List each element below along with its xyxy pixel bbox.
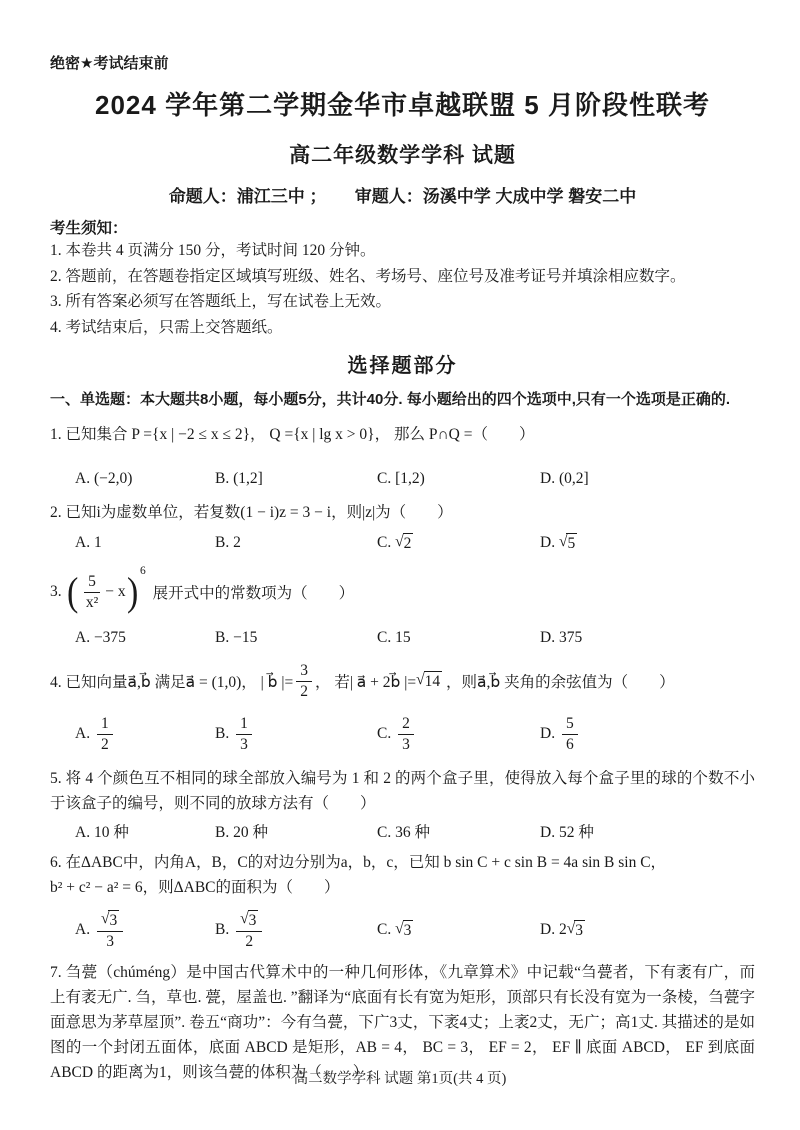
question-2-stem: 2. 已知i为虚数单位，若复数(1 − i)z = 3 − i，则|z|为（ ） [50,504,453,521]
sqrt-expression: √ 2 [395,532,412,552]
sqrt-expression: √ 3 [240,909,257,929]
option-c: C. $\frac{2}{3}$ [377,710,417,758]
question-3-stem [50,564,755,620]
question-3-options [50,626,755,650]
option-c [377,530,413,556]
question-4-stem [50,658,755,704]
option-b: B. 2 [215,534,241,551]
question-2-options [50,530,755,556]
question-5-stem: 5. 将 4 个颜色互不相同的球全部放入编号为 1 和 2 的两个盒子里，使得放入每个盒子里的球的个数不小于该盒子的编号，则不同的放球方法有（ ） [50,770,755,812]
notice-item-2: 2. 答题前，在答题卷指定区域填写班级、姓名、考场号、座位号及准考证号并填涂相应数字。 [50,267,686,285]
option-c: C. [1,2) [377,470,425,487]
option-c: C. 15 [377,629,411,646]
setters-reviewers-line: 命题人：浦江三中 ； 审题人：汤溪中学 大成中学 磐安二中 [168,187,637,206]
sqrt-expression: √ 5 [558,532,576,552]
option-a: A. 1 [75,534,102,551]
stem-text: 4. 已知向量a⃗,b⃗ 满足a⃗ = (1,0)， | b⃗ |= [50,674,294,691]
option-d [540,530,577,556]
stem-text: 展开式中的常数项为（ ） [148,585,355,602]
question-4-options [50,710,755,758]
stem-text: ，则a⃗,b⃗ 夹角的余弦值为（ ） [442,674,675,691]
question-1-options [50,467,755,491]
option-a: A. 10 种 [75,824,129,841]
option-c: C. 36 种 [377,824,430,841]
option-b: B. 20 种 [215,824,268,841]
option-d: D. $\frac{5}{6}$ [540,710,581,758]
sqrt-expression: √ 3 [566,919,583,939]
option-a: A. √ 3 3 [75,906,126,954]
question-number: 3. [50,583,66,600]
question-1-stem: 1. 已知集合 P ={x | −2 ≤ x ≤ 2}， Q ={x | lg x > 0}， 那么 P∩Q =（ ） [50,426,535,443]
notice-item-4: 4. 考试结束后，只需上交答题纸。 [50,318,283,336]
section-title: 选择题部分 [347,355,458,377]
option-b: B. $\frac{1}{3}$ [215,710,255,758]
option-a: A. $\frac{1}{2}$ [75,710,116,758]
fraction: $\frac{3}{2}$ [296,662,312,700]
section-instruction: 一、单选题：本大题共8小题，每小题5分，共计40分. 每小题给出的四个选项中,只有一个选项是正确的. [50,391,731,408]
notice-item-3: 3. 所有答案必须写在答题纸上，写在试卷上无效。 [50,293,392,310]
question-6-stem-line2: b² + c² − a² = 6，则ΔABC的面积为（ ） [50,879,340,896]
option-d: D. 2 √ 3 [540,919,583,939]
option-c: C. √ 3 [377,919,412,939]
secret-label: 绝密★考试结束前 [50,55,169,72]
big-right-paren: ) [126,569,138,614]
exponent: 6 [139,565,146,577]
expression-middle: − x [105,583,126,600]
sqrt-expression: √ 3 [100,909,118,929]
option-d: D. 52 种 [540,824,594,841]
option-b: B. −15 [215,629,258,646]
page-footer: 高二数学学科 试题 第1页(共 4 页) [293,1071,507,1087]
option-a: A. (−2,0) [75,470,133,487]
exam-subtitle: 高二年级数学学科 试题 [289,144,516,167]
fraction: $\frac{1}{2}$ [97,715,113,753]
question-7-stem: 7. 刍甍（chúméng）是中国古代算术中的一种几何形体，《九章算术》中记载“刍甍者，下有袤有广，而上有袤无广. 刍，草也. 甍，屋盖也. ”翻译为“底面有长有宽为矩形，顶部只有长没有宽为一条棱，刍甍字面意思为茅草屋顶”. 卷五“商功”：今有刍甍，下广3丈，下袤4丈；上袤2丈，无广；高1丈. 其描述的是如图的一个封闭五面体，底面 ABCD 是矩形，AB = 4， BC = 3， EF = 2， EF ∥ 底面 ABCD， EF 到底面 ABCD 的距离为1，则该刍甍的体积为（ ） [50,964,755,1081]
question-6-options [50,906,755,954]
option-b: B. √ 3 2 [215,906,265,954]
option-a: A. −375 [75,629,126,646]
stem-text: ， 若| a⃗ + 2b⃗ |= [314,674,417,691]
fraction: $\frac{5}{\text{x²}}$ [85,573,99,611]
question-5-options [50,819,755,843]
sqrt-expression: √ 3 [395,919,412,939]
option-label: D. [540,534,559,551]
fraction: √ 3 3 [97,910,123,951]
notice-heading: 考生须知： [50,220,128,237]
big-left-paren: ( [66,569,78,614]
question-6-stem-line1: 6. 在ΔABC中，内角A，B，C的对边分别为a，b，c，已知 b sin C + c sin B = 4a sin B sin C， [50,854,667,871]
notice-item-1: 1. 本卷共 4 页满分 150 分，考试时间 120 分钟。 [50,242,376,259]
fraction: $\frac{2}{3}$ [398,715,414,753]
option-label: C. [377,534,396,551]
exam-title: 2024 学年第二学期金华市卓越联盟 5 月阶段性联考 [95,90,710,120]
option-b: B. (1,2] [215,470,263,487]
option-d: D. 375 [540,629,583,646]
sqrt-expression: √ 14 [416,670,441,690]
fraction: $\frac{5}{6}$ [562,715,578,753]
fraction: √ 3 2 [236,910,262,951]
option-d: D. (0,2] [540,470,589,487]
fraction: $\frac{1}{3}$ [236,715,252,753]
